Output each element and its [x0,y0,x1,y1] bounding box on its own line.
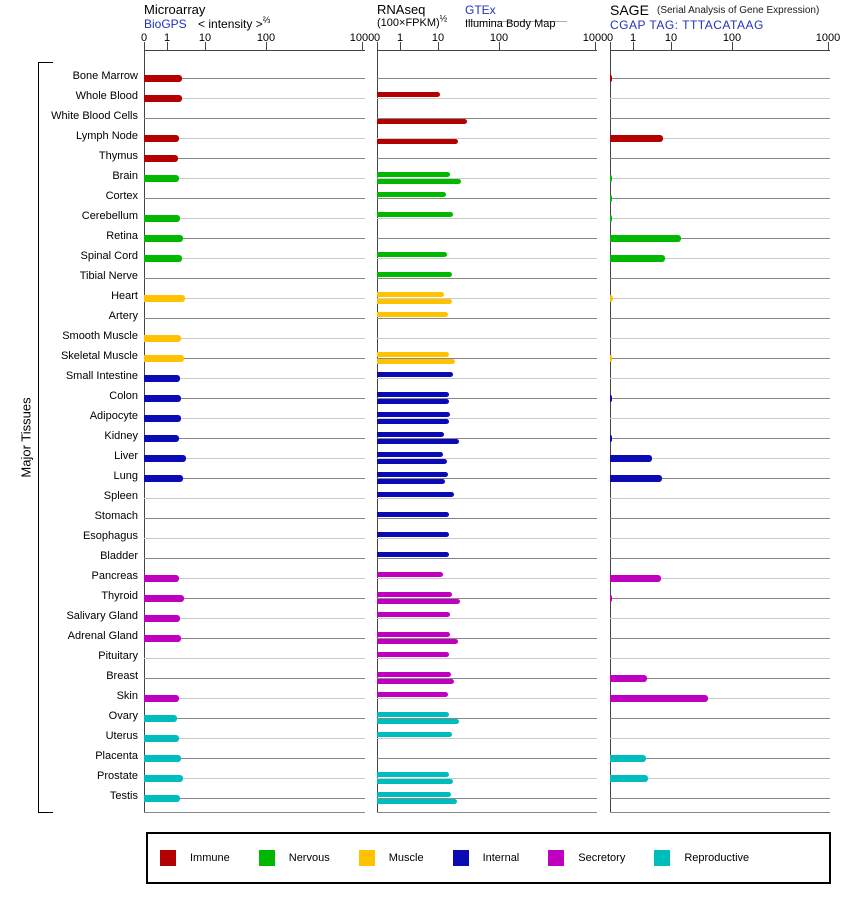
expression-bar-rnaseq-lower [377,479,445,484]
tissue-label: Thyroid [101,590,138,602]
expression-bar-microarray [144,335,181,342]
expression-bar-rnaseq-upper [377,412,450,417]
row-line [144,718,365,719]
row-line [377,578,597,579]
expression-bar-rnaseq-upper [377,352,449,357]
expression-bar-sage [610,455,652,462]
expression-bar-microarray [144,215,180,222]
expression-bar-sage [610,235,681,242]
biogps-link[interactable]: BioGPS [144,17,187,31]
row-line [144,558,365,559]
row-line [610,318,830,319]
expression-bar-sage [610,215,612,222]
row-line [377,258,597,259]
row-line [610,498,830,499]
row-line [377,738,597,739]
expression-bar-rnaseq-lower [377,119,467,124]
expression-bar-sage [610,695,708,702]
legend-label: Secretory [578,852,626,864]
major-tissues-label: Major Tissues [18,397,34,478]
expression-bar-rnaseq-upper [377,592,452,597]
expression-bar-sage [610,435,612,442]
tissue-label: Heart [111,290,138,302]
row-line [610,438,830,439]
expression-bar-microarray [144,455,186,462]
expression-bar-rnaseq-upper [377,572,443,577]
row-line [610,78,830,79]
expression-bar-rnaseq-upper [377,472,448,477]
expression-bar-microarray [144,475,183,482]
gtex-link[interactable]: GTEx [465,3,496,17]
row-line [144,318,365,319]
tissue-label: Salivary Gland [66,610,138,622]
tissue-label: Uterus [105,730,138,742]
row-line [610,358,830,359]
expression-bar-rnaseq-upper [377,252,447,257]
axis-tick-label: 1000 [582,32,608,44]
rnaseq-title: RNAseq [377,2,426,17]
tissue-label: Lung [113,470,138,482]
tissue-label: Spinal Cord [80,250,138,262]
row-line [377,378,597,379]
tissue-label: Bone Marrow [72,70,138,82]
expression-bar-microarray [144,595,184,602]
cgap-tag-link[interactable]: CGAP TAG: TTTACATAAG [610,18,764,32]
row-line [144,658,365,659]
axis-tick-label: 1000 [815,32,841,44]
row-line [377,338,597,339]
tissue-label: Lymph Node [76,130,138,142]
expression-bar-microarray [144,135,179,142]
row-line [377,198,597,199]
expression-bar-rnaseq-upper [377,532,449,537]
expression-bar-rnaseq-upper [377,612,450,617]
expression-bar-sage [610,295,613,302]
row-line [377,98,597,99]
axis-tick-label: 0 [606,32,614,44]
row-line [610,718,830,719]
expression-bar-microarray [144,395,181,402]
axis-tick-label: 10 [431,32,445,44]
tissue-label: Adipocyte [89,410,138,422]
legend-item [654,850,749,866]
axis-tick-label: 0 [373,32,381,44]
tissue-label: Skin [116,690,138,702]
tissue-label: Stomach [94,510,138,522]
axis-tick-label: 10 [664,32,678,44]
expression-bar-rnaseq-upper [377,552,449,557]
expression-bar-sage [610,395,612,402]
legend-label: Muscle [388,852,424,864]
expression-bar-rnaseq-upper [377,692,448,697]
expression-bar-sage [610,595,612,602]
row-line [610,538,830,539]
legend-item [160,850,230,866]
expression-bar-rnaseq-upper [377,652,449,657]
expression-bar-rnaseq-upper [377,732,452,737]
row-line [377,78,597,79]
expression-bar-microarray [144,635,181,642]
row-line [377,698,597,699]
expression-bar-rnaseq-lower [377,439,459,444]
legend-label: Internal [482,852,520,864]
row-line [377,238,597,239]
tissue-label: Pituitary [98,650,138,662]
tissue-label: Whole Blood [75,90,138,102]
expression-bar-rnaseq-lower [377,299,452,304]
expression-bar-microarray [144,375,180,382]
row-line [610,598,830,599]
row-line [144,198,365,199]
expression-bar-sage [610,355,612,362]
expression-bar-rnaseq-lower [377,639,458,644]
row-line [377,538,597,539]
row-line [144,538,365,539]
expression-bar-rnaseq-lower [377,799,457,804]
expression-bar-sage [610,195,612,202]
row-line [610,158,830,159]
expression-bar-microarray [144,255,182,262]
tissue-label: White Blood Cells [51,110,138,122]
expression-bar-microarray [144,295,185,302]
legend-item [259,850,330,866]
expression-bar-rnaseq-upper [377,672,451,677]
expression-bar-rnaseq-upper [377,772,449,777]
tissue-label: Ovary [108,710,138,722]
row-line [610,418,830,419]
row-line [144,678,365,679]
axis-tick-label: 1 [629,32,637,44]
legend-item [548,850,625,866]
tissue-label: Smooth Muscle [62,330,138,342]
expression-bar-rnaseq-lower [377,139,458,144]
expression-bar-sage [610,135,663,142]
microarray-title: Microarray [144,2,206,17]
expression-bar-rnaseq-upper [377,372,453,377]
row-line [610,798,830,799]
row-line [610,218,830,219]
row-line [377,498,597,499]
expression-bar-microarray [144,95,182,102]
tissue-label: Kidney [104,430,138,442]
expression-bar-rnaseq-lower [377,719,459,724]
row-line [377,218,597,219]
legend-swatch-reproductive [654,850,670,866]
expression-bar-microarray [144,415,181,422]
axis-line [144,50,365,51]
expression-bar-rnaseq-upper [377,432,444,437]
expression-bar-microarray [144,175,179,182]
tissue-label: Testis [109,790,138,802]
tissue-label: Tibial Nerve [79,270,138,282]
legend-label: Reproductive [684,852,750,864]
expression-bar-rnaseq-lower [377,779,453,784]
axis-line [610,50,830,51]
tissue-label: Artery [108,310,138,322]
expression-bar-rnaseq-lower [377,399,449,404]
axis-tick-label: 100 [722,32,742,44]
tissue-label: Placenta [95,750,138,762]
expression-bar-microarray [144,775,183,782]
tissue-label: Liver [114,450,138,462]
expression-bar-microarray [144,755,181,762]
row-line [144,498,365,499]
expression-bar-rnaseq-upper [377,292,444,297]
legend-item [359,850,424,866]
intensity-exponent: ⅔ [262,15,271,25]
expression-bar-sage [610,75,612,82]
expression-bar-microarray [144,575,179,582]
axis-tick-label: 1000 [349,32,375,44]
expression-bar-microarray [144,75,182,82]
expression-bar-rnaseq-upper [377,192,446,197]
row-line [610,198,830,199]
major-tissues-bracket-top-arm [38,62,53,63]
axis-tick-label: 100 [489,32,509,44]
row-line [610,98,830,99]
row-line [377,558,597,559]
expression-bar-rnaseq-upper [377,312,448,317]
row-line [144,518,365,519]
tissue-label: Retina [106,230,138,242]
row-line [610,278,830,279]
tissue-label: Esophagus [82,530,138,542]
expression-bar-rnaseq-upper [377,272,452,277]
row-line [377,518,597,519]
expression-bar-rnaseq-upper [377,452,443,457]
row-line [377,758,597,759]
expression-bar-microarray [144,695,179,702]
legend-item [453,850,520,866]
expression-bar-rnaseq-lower [377,419,449,424]
expression-bar-microarray [144,155,178,162]
expression-bar-rnaseq-upper [377,212,453,217]
axis-tick-label: 1 [163,32,171,44]
tissue-label: Pancreas [91,570,138,582]
tissue-label: Brain [112,170,138,182]
axis-tick-label: 10 [198,32,212,44]
axis-tick-label: 100 [256,32,276,44]
tissue-label: Prostate [97,770,138,782]
row-line [610,298,830,299]
panel-baseline [610,812,830,813]
row-line [144,118,365,119]
row-line [377,618,597,619]
tissue-label: Small Intestine [65,370,138,382]
illumina-body-map-label: Illumina Body Map [465,18,556,30]
tissue-label: Thymus [98,150,138,162]
tissue-label: Adrenal Gland [67,630,138,642]
expression-bar-microarray [144,435,179,442]
expression-bar-microarray [144,795,180,802]
row-line [377,278,597,279]
sage-subtitle: (Serial Analysis of Gene Expression) [657,5,820,16]
tissue-label: Colon [109,390,138,402]
row-line [610,738,830,739]
row-line [610,558,830,559]
expression-bar-rnaseq-lower [377,459,447,464]
expression-bar-microarray [144,235,183,242]
expression-bar-rnaseq-upper [377,712,449,717]
panel-baseline [144,812,365,813]
expression-bar-rnaseq-lower [377,599,460,604]
row-line [610,518,830,519]
axis-line [377,50,597,51]
expression-bar-rnaseq-upper [377,492,454,497]
tissue-label: Skeletal Muscle [60,350,138,362]
expression-bar-rnaseq-lower [377,359,455,364]
row-line [377,658,597,659]
legend-swatch-internal [453,850,469,866]
expression-bar-sage [610,255,665,262]
panel-baseline [377,812,597,813]
expression-bar-microarray [144,355,184,362]
axis-tick-label: 0 [140,32,148,44]
fpkm-axis-label: (100×FPKM)$^{\frac{1}{2}}$ [377,13,448,29]
legend-swatch-immune [160,850,176,866]
axis-tick-label: 1 [396,32,404,44]
expression-bar-microarray [144,735,179,742]
legend-swatch-secretory [548,850,564,866]
legend-box [146,832,831,884]
expression-bar-rnaseq-upper [377,792,451,797]
sage-title: SAGE [610,2,649,18]
row-line [610,618,830,619]
intensity-axis-label: < intensity >$^{\frac{2}{3}}$ [198,15,271,31]
major-tissues-bracket-bottom-arm [38,812,53,813]
expression-bar-sage [610,175,612,182]
row-line [610,178,830,179]
tissue-label: Cerebellum [81,210,138,222]
expression-bar-rnaseq-upper [377,512,449,517]
expression-bar-rnaseq-upper [377,632,450,637]
row-line [610,398,830,399]
row-line [610,338,830,339]
expression-bar-sage [610,755,646,762]
expression-bar-sage [610,675,647,682]
expression-bar-rnaseq-upper [377,172,450,177]
row-line [144,278,365,279]
expression-bar-microarray [144,715,177,722]
row-line [377,318,597,319]
row-line [610,118,830,119]
legend-swatch-muscle [359,850,375,866]
row-line [610,638,830,639]
expression-bar-rnaseq-upper [377,392,449,397]
expression-bar-sage [610,575,661,582]
row-line [610,378,830,379]
tissue-label: Cortex [105,190,138,202]
expression-bar-sage [610,775,648,782]
legend-label: Immune [190,852,230,864]
expression-bar-rnaseq-upper [377,92,440,97]
tissue-label: Bladder [100,550,138,562]
expression-bar-rnaseq-lower [377,679,454,684]
row-line [610,658,830,659]
fpkm-exponent: ½ [439,13,448,24]
tissue-label: Spleen [103,490,138,502]
tissue-label: Breast [106,670,138,682]
expression-bar-microarray [144,615,180,622]
row-line [377,158,597,159]
expression-bar-rnaseq-lower [377,179,461,184]
expression-bar-sage [610,475,662,482]
legend-swatch-nervous [259,850,275,866]
legend-label: Nervous [288,852,330,864]
